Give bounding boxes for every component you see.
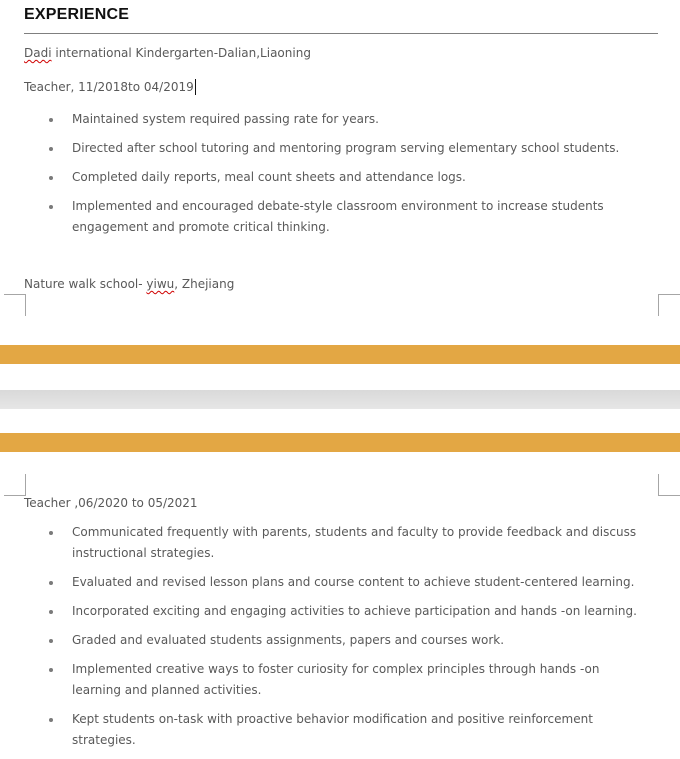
list-item[interactable]: Kept students on-task with proactive behavior modification and positive reinforcement strategies. <box>0 709 680 751</box>
bullet-icon <box>49 639 53 643</box>
margin-corner-mark <box>658 474 680 496</box>
margin-corner-mark <box>4 474 26 496</box>
text-cursor <box>195 79 196 95</box>
list-item[interactable]: Implemented creative ways to foster curiosity for complex principles through hands -on learning and planned activities. <box>0 659 680 701</box>
bullet-icon <box>49 531 53 535</box>
employer-line[interactable] <box>24 277 234 291</box>
role-text: Teacher ,06/2020 to 05/2021 <box>24 496 198 510</box>
role-line[interactable] <box>24 79 196 95</box>
margin-corner-mark <box>4 294 26 316</box>
bullet-icon <box>49 718 53 722</box>
spellcheck-word[interactable]: Dadi <box>24 46 52 60</box>
employer-prefix: Nature walk school- <box>24 277 147 291</box>
bullet-icon <box>49 205 53 209</box>
bullet-icon <box>49 581 53 585</box>
page-footer-band <box>0 345 680 364</box>
employer-rest: , Zhejiang <box>174 277 235 291</box>
list-item[interactable]: Maintained system required passing rate for years. <box>0 109 680 130</box>
list-item[interactable]: Implemented and encouraged debate-style classroom environment to increase students engagement and promote critical thinking. <box>0 196 680 238</box>
bullet-icon <box>49 118 53 122</box>
bullet-icon <box>49 610 53 614</box>
bullet-list <box>0 109 680 246</box>
spellcheck-word[interactable]: yiwu <box>146 277 175 291</box>
heading-rule <box>24 33 658 34</box>
bullet-icon <box>49 147 53 151</box>
page-separator <box>0 390 680 409</box>
employer-rest: international Kindergarten-Dalian,Liaoning <box>51 46 311 60</box>
page-header-band <box>0 433 680 452</box>
list-item[interactable]: Directed after school tutoring and mentoring program serving elementary school students. <box>0 138 680 159</box>
list-item[interactable]: Completed daily reports, meal count sheets and attendance logs. <box>0 167 680 188</box>
list-item[interactable]: Graded and evaluated students assignments, papers and courses work. <box>0 630 680 651</box>
role-line[interactable] <box>24 496 198 510</box>
employer-line[interactable] <box>24 46 311 60</box>
bullet-icon <box>49 176 53 180</box>
list-item[interactable]: Evaluated and revised lesson plans and course content to achieve student-centered learning. <box>0 572 680 593</box>
list-item[interactable]: Communicated frequently with parents, students and faculty to provide feedback and discuss instructional strategies. <box>0 522 680 564</box>
margin-corner-mark <box>658 294 680 316</box>
bullet-icon <box>49 668 53 672</box>
list-item[interactable]: Incorporated exciting and engaging activities to achieve participation and hands -on learning. <box>0 601 680 622</box>
section-heading: EXPERIENCE <box>24 6 130 23</box>
bullet-list <box>0 522 680 759</box>
role-text: Teacher, 11/2018to 04/2019 <box>24 80 194 94</box>
